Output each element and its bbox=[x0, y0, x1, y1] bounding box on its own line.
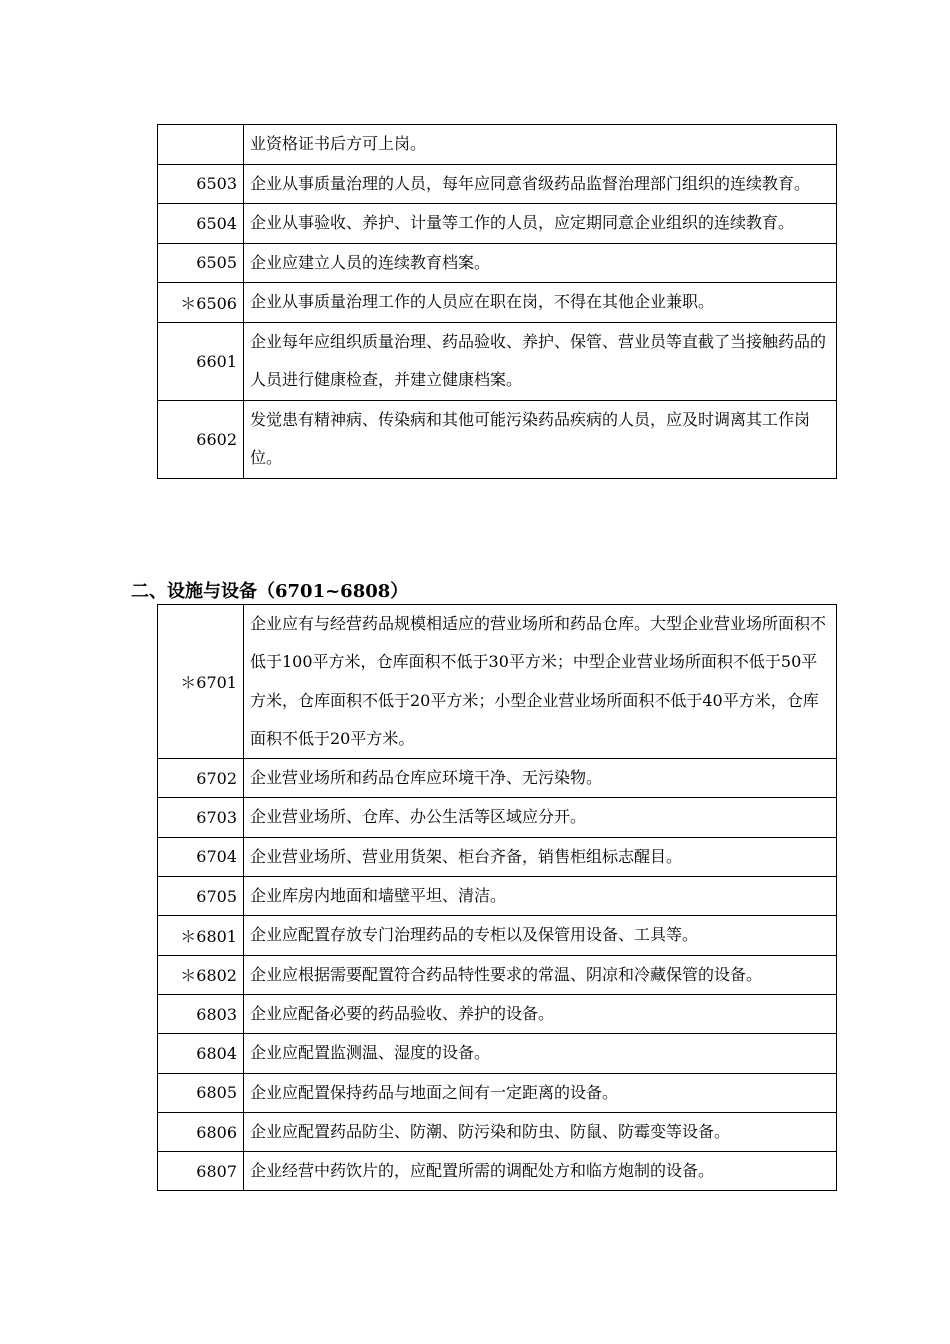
table-row bbox=[158, 798, 837, 837]
item-text: 企业从事验收、养护、计量等工作的人员，应定期同意企业组织的连续教育。 bbox=[244, 204, 837, 244]
table-row bbox=[158, 243, 837, 283]
item-code: ＊6801 bbox=[158, 916, 244, 955]
item-text: 企业应配置存放专门治理药品的专柜以及保管用设备、工具等。 bbox=[244, 916, 837, 955]
table-row bbox=[158, 1112, 837, 1151]
item-code: 6705 bbox=[158, 877, 244, 916]
item-text: 企业应配置药品防尘、防潮、防污染和防虫、防鼠、防霉变等设备。 bbox=[244, 1112, 837, 1151]
item-code bbox=[158, 125, 244, 165]
table-row bbox=[158, 283, 837, 323]
item-code: ＊6802 bbox=[158, 955, 244, 994]
table-row bbox=[158, 837, 837, 876]
item-text: 企业营业场所、仓库、办公生活等区域应分开。 bbox=[244, 798, 837, 837]
item-code: 6504 bbox=[158, 204, 244, 244]
table-row bbox=[158, 994, 837, 1033]
item-text: 企业每年应组织质量治理、药品验收、养护、保管、营业员等直截了当接触药品的人员进行健康检查，并建立健康档案。 bbox=[244, 322, 837, 400]
section-heading: 二、设施与设备（6701~6808） bbox=[131, 581, 409, 602]
table-row bbox=[158, 877, 837, 916]
table-row bbox=[158, 916, 837, 955]
item-code: ＊6506 bbox=[158, 283, 244, 323]
item-code: 6602 bbox=[158, 400, 244, 478]
item-text: 企业经营中药饮片的，应配置所需的调配处方和临方炮制的设备。 bbox=[244, 1152, 837, 1191]
item-text: 企业应配备必要的药品验收、养护的设备。 bbox=[244, 994, 837, 1033]
item-text: 企业从事质量治理的人员，每年应同意省级药品监督治理部门组织的连续教育。 bbox=[244, 164, 837, 204]
facilities-equipment-table bbox=[157, 604, 837, 1191]
item-text: 企业应根据需要配置符合药品特性要求的常温、阴凉和冷藏保管的设备。 bbox=[244, 955, 837, 994]
item-code: 6807 bbox=[158, 1152, 244, 1191]
table-row bbox=[158, 125, 837, 165]
item-text: 企业应有与经营药品规模相适应的营业场所和药品仓库。大型企业营业场所面积不低于100平方米，仓库面积不低于30平方米；中型企业营业场所面积不低于50平方米，仓库面积不低于20平方米；小型企业营业场所面积不低于40平方米，仓库面积不低于20平方米。 bbox=[244, 605, 837, 759]
item-code: 6806 bbox=[158, 1112, 244, 1151]
item-code: 6601 bbox=[158, 322, 244, 400]
table-row bbox=[158, 955, 837, 994]
table-row bbox=[158, 759, 837, 798]
table-row bbox=[158, 322, 837, 400]
table-row bbox=[158, 400, 837, 478]
table-row bbox=[158, 1152, 837, 1191]
table-row bbox=[158, 204, 837, 244]
item-code: 6803 bbox=[158, 994, 244, 1033]
item-code: 6505 bbox=[158, 243, 244, 283]
table-row bbox=[158, 605, 837, 759]
item-text: 业资格证书后方可上岗。 bbox=[244, 125, 837, 165]
table-row bbox=[158, 164, 837, 204]
item-code: 6703 bbox=[158, 798, 244, 837]
item-text: 企业应配置监测温、湿度的设备。 bbox=[244, 1034, 837, 1073]
item-text: 企业营业场所、营业用货架、柜台齐备，销售柜组标志醒目。 bbox=[244, 837, 837, 876]
item-text: 企业应建立人员的连续教育档案。 bbox=[244, 243, 837, 283]
table-row bbox=[158, 1073, 837, 1112]
item-code: ＊6701 bbox=[158, 605, 244, 759]
item-text: 发觉患有精神病、传染病和其他可能污染药品疾病的人员，应及时调离其工作岗位。 bbox=[244, 400, 837, 478]
item-text: 企业营业场所和药品仓库应环境干净、无污染物。 bbox=[244, 759, 837, 798]
item-text: 企业从事质量治理工作的人员应在职在岗，不得在其他企业兼职。 bbox=[244, 283, 837, 323]
item-code: 6704 bbox=[158, 837, 244, 876]
item-code: 6805 bbox=[158, 1073, 244, 1112]
personnel-requirements-table bbox=[157, 124, 837, 479]
item-code: 6503 bbox=[158, 164, 244, 204]
item-code: 6702 bbox=[158, 759, 244, 798]
item-code: 6804 bbox=[158, 1034, 244, 1073]
item-text: 企业库房内地面和墙壁平坦、清洁。 bbox=[244, 877, 837, 916]
table-row bbox=[158, 1034, 837, 1073]
item-text: 企业应配置保持药品与地面之间有一定距离的设备。 bbox=[244, 1073, 837, 1112]
